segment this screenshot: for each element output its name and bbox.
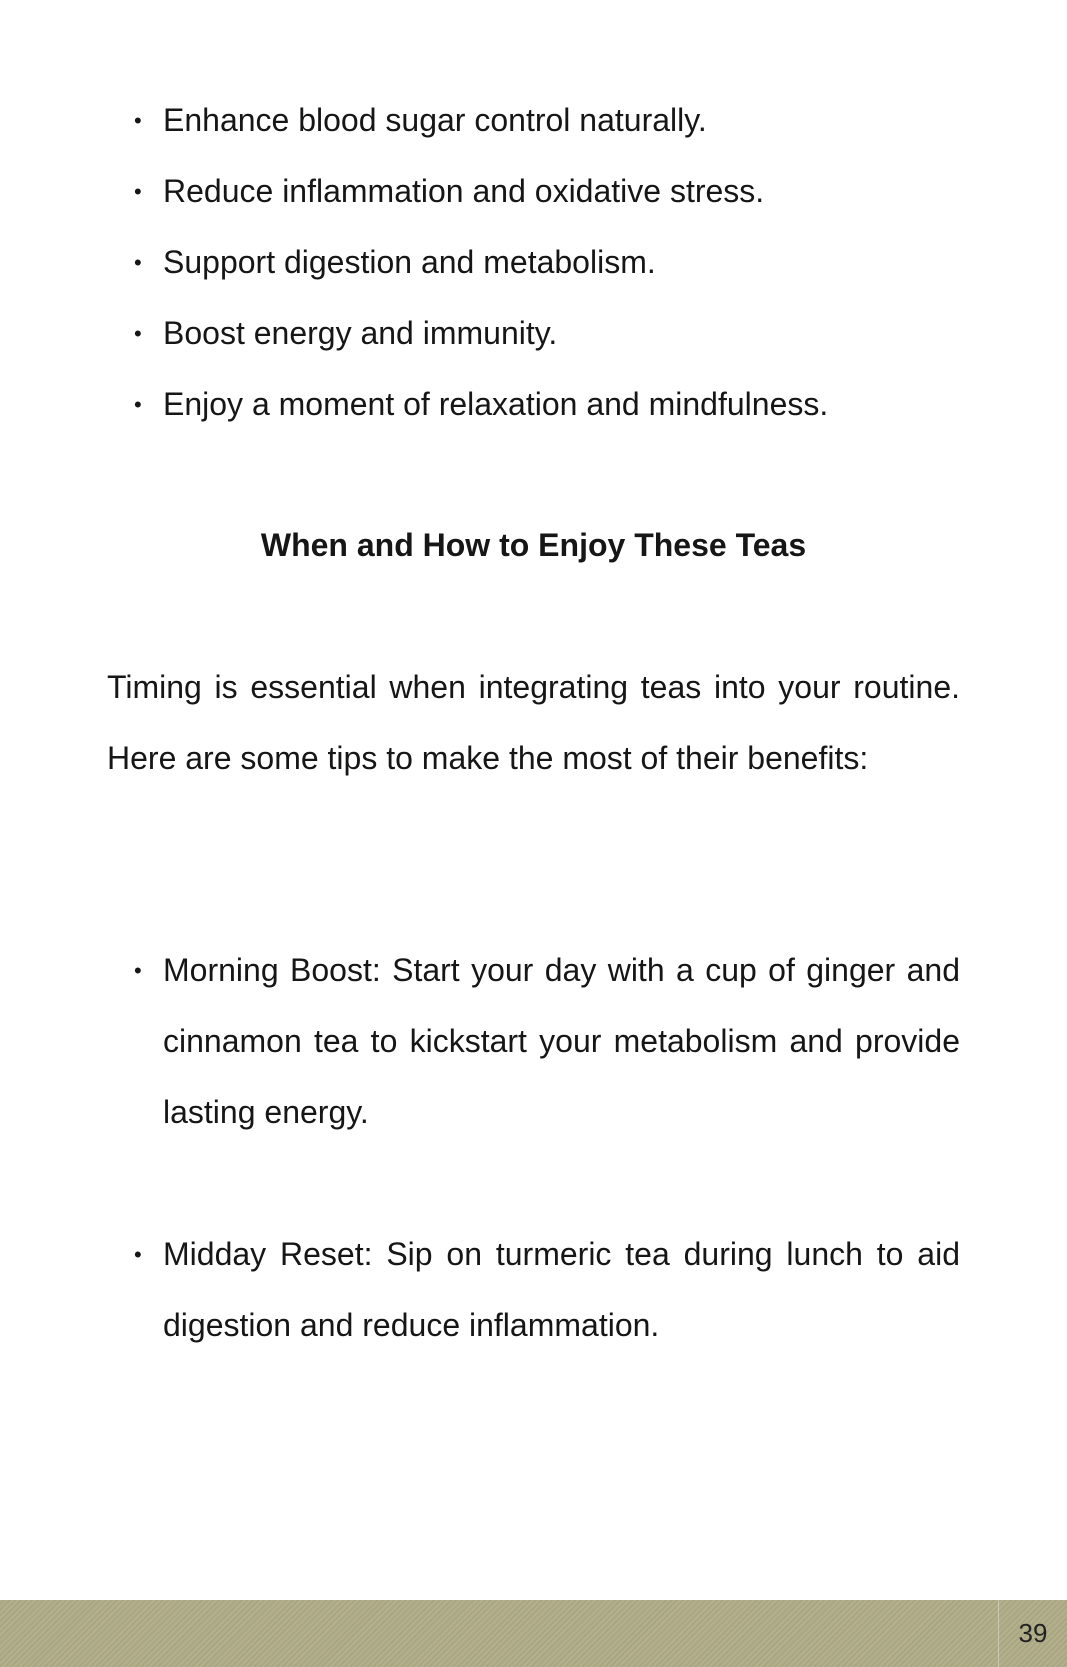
section-heading: When and How to Enjoy These Teas xyxy=(260,527,807,563)
bullet-icon: • xyxy=(134,1242,142,1267)
page-number: 39 xyxy=(998,1600,1067,1667)
list-item-text: Enjoy a moment of relaxation and mindfulness. xyxy=(163,386,829,422)
bullet-icon: • xyxy=(134,108,142,133)
list-item xyxy=(0,369,1067,440)
list-item xyxy=(0,85,1067,156)
list-item-text: Support digestion and metabolism. xyxy=(163,244,656,280)
bullet-icon: • xyxy=(134,179,142,204)
footer-bar xyxy=(0,1600,1067,1667)
bullet-icon: • xyxy=(134,392,142,417)
bullet-icon: • xyxy=(134,958,142,983)
bullet-icon: • xyxy=(134,250,142,275)
list-item-text: Reduce inflammation and oxidative stress. xyxy=(163,173,765,209)
benefits-list xyxy=(0,85,1067,440)
intro-paragraph: Timing is essential when integrating teas into your routine. Here are some tips to make the most of their benefits: xyxy=(107,669,960,776)
bullet-icon: • xyxy=(134,321,142,346)
list-item-text: Enhance blood sugar control naturally. xyxy=(163,102,707,138)
list-item xyxy=(0,298,1067,369)
tip-text: Morning Boost: Start your day with a cup of ginger and cinnamon tea to kickstart your metabolism and provide lasting energy. xyxy=(163,952,960,1130)
tip-text: Midday Reset: Sip on turmeric tea during lunch to aid digestion and reduce inflammation. xyxy=(163,1236,960,1343)
list-item xyxy=(134,935,960,1148)
list-item xyxy=(0,156,1067,227)
list-item-text: Boost energy and immunity. xyxy=(163,315,558,351)
list-item xyxy=(134,1219,960,1361)
list-item xyxy=(0,227,1067,298)
